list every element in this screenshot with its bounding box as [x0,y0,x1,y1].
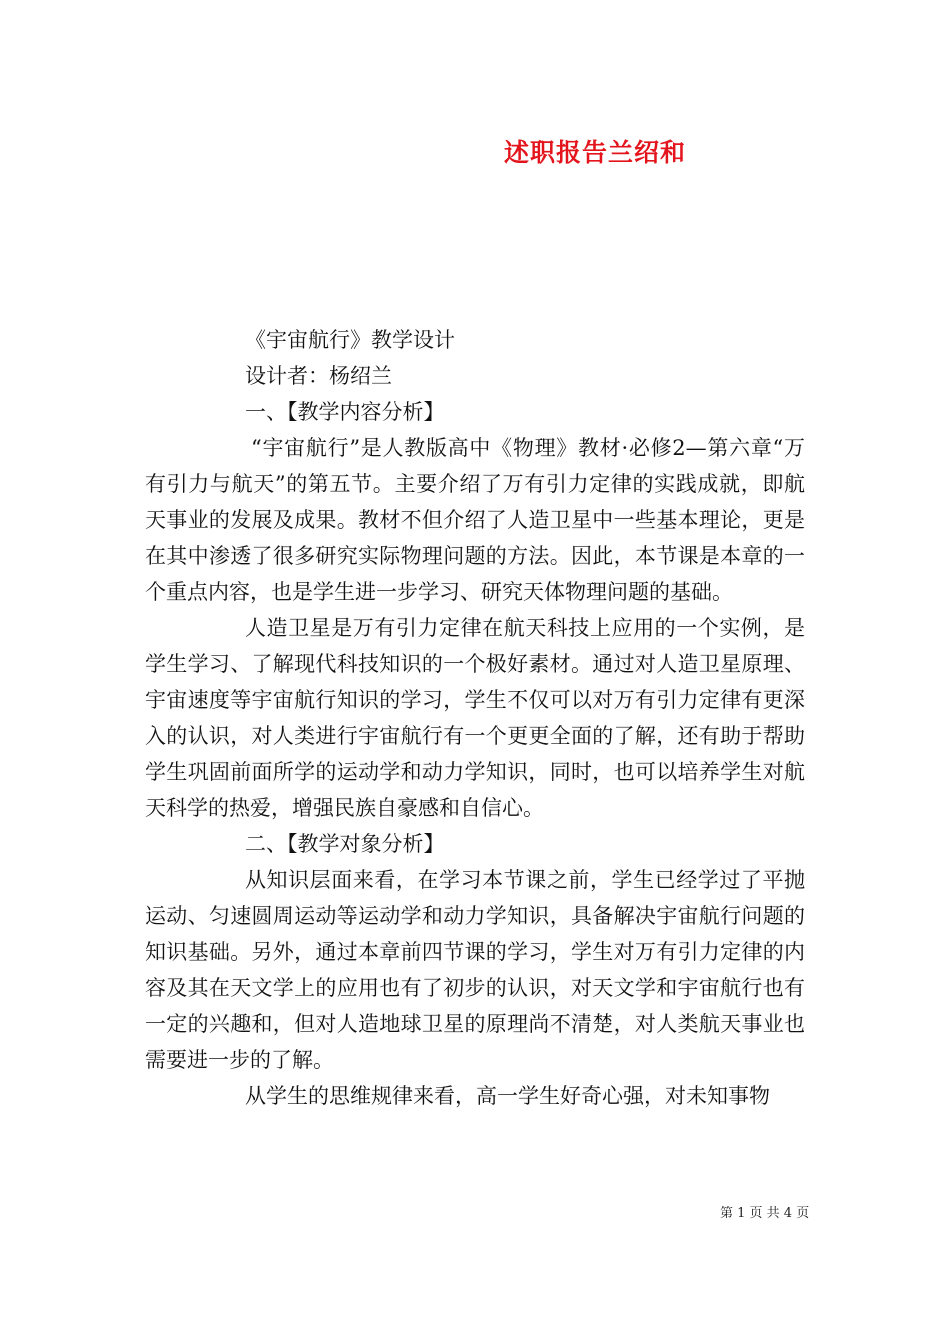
document-title: 述职报告兰绍和 [503,138,686,167]
paragraph: “宇宙航行”是人教版高中《物理》教材·必修2—第六章“万有引力与航天”的第五节。主要介绍了万有引力定律的实践成就，即航天事业的发展及成果。教材不但介绍了人造卫星中一些基本理论，更是在其中渗透了很多研究实际物理问题的方法。因此，本节课是本章的一个重点内容，也是学生进一步学习、研究天体物理问题的基础。 [145,436,805,604]
section-heading-content-analysis: 一、【教学内容分析】 [245,400,445,424]
document-body [145,322,805,1114]
lesson-title: 《宇宙航行》教学设计 [245,328,455,352]
paragraph: 人造卫星是万有引力定律在航天科技上应用的一个实例，是学生学习、了解现代科技知识的一个极好素材。通过对人造卫星原理、宇宙速度等宇宙航行知识的学习，学生不仅可以对万有引力定律有更深入的认识，对人类进行宇宙航行有一个更更全面的了解，还有助于帮助学生巩固前面所学的运动学和动力学知识，同时，也可以培养学生对航天科学的热爱，增强民族自豪感和自信心。 [145,616,805,820]
author-line: 设计者：杨绍兰 [245,364,392,388]
page-number: 第 1 页 共 4 页 [720,1206,810,1221]
paragraph: 从学生的思维规律来看，高一学生好奇心强，对未知事物 [245,1084,770,1108]
paragraph: 从知识层面来看，在学习本节课之前，学生已经学过了平抛运动、匀速圆周运动等运动学和动力学知识，具备解决宇宙航行问题的知识基础。另外，通过本章前四节课的学习，学生对万有引力定律的内容及其在天文学上的应用也有了初步的认识，对天文学和宇宙航行也有一定的兴趣和，但对人造地球卫星的原理尚不清楚，对人类航天事业也需要进一步的了解。 [145,868,805,1072]
section-heading-audience-analysis: 二、【教学对象分析】 [245,832,445,856]
